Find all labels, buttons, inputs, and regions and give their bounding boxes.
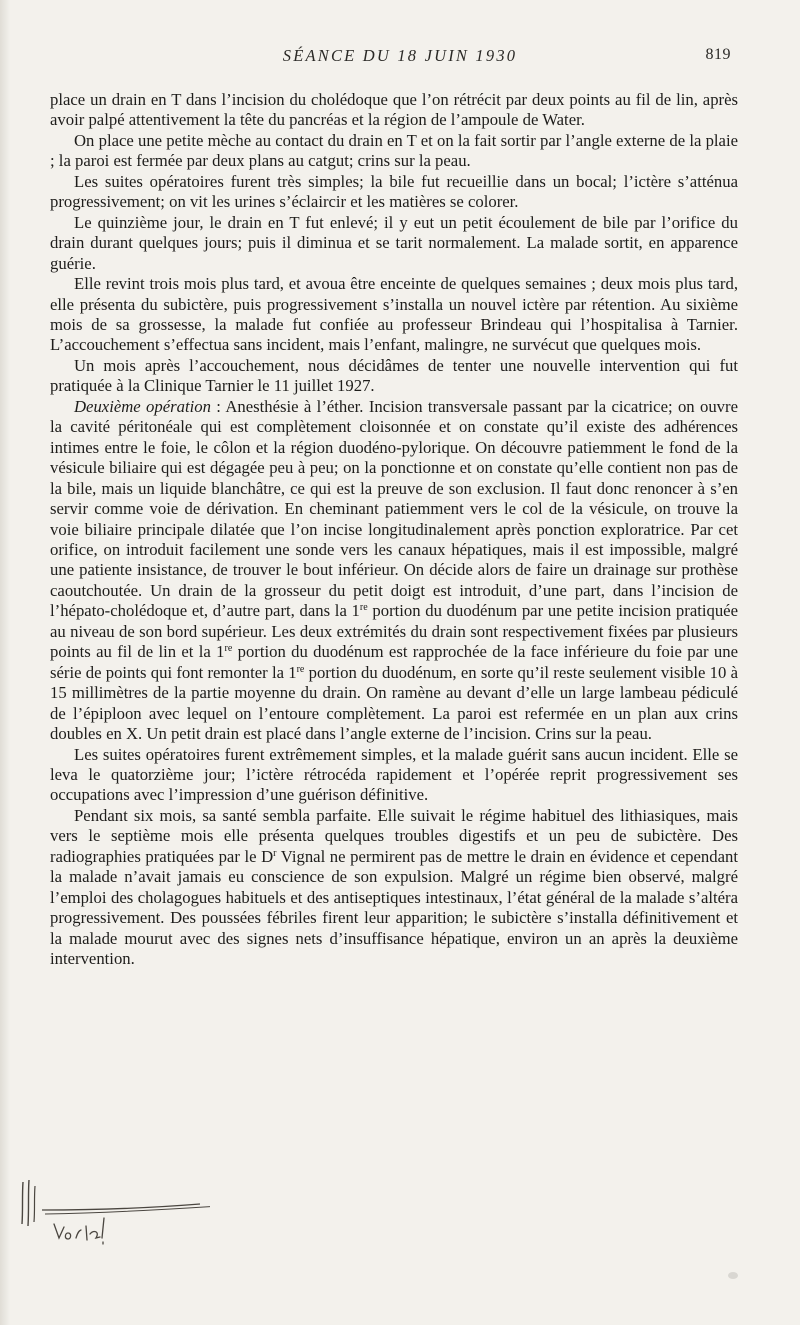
superscript: re [359, 602, 368, 614]
superscript: re [224, 643, 233, 655]
margin-bar [22, 1182, 23, 1224]
body-text [50, 90, 738, 969]
paragraph-7-text-c: portion du duodénum est rapprochée de la face inférieure du foie par une série de points qui font remonter la 1 [50, 642, 738, 682]
margin-bar [28, 1180, 29, 1226]
paragraph-8: Les suites opératoires furent extrêmement simples, et la malade guérit sans aucun incident. Elle se leva le quatorzième jour; l’ictère rétrocéda rapidement et l’opérée reprit progressivement ses occupations avec l’impression d’une guérison définitive. [50, 744, 738, 805]
paragraph-9 [50, 806, 738, 970]
running-title: SÉANCE DU 18 JUIN 1930 [282, 46, 518, 65]
paper-speck [728, 1272, 738, 1279]
superscript: re [296, 663, 305, 675]
paragraph-5: Elle revint trois mois plus tard, et avoua être enceinte de quelques semaines ; deux mois plus tard, elle présenta du subictère, puis progressivement s’installa un nouvel ictère par rétention. Au sixième mois de sa grossesse, la malade fut confiée au professeur Brindeau qui l’hospitalisa à Tarnier. L’accouchement s’effectua sans incident, mais l’enfant, malingre, ne survécut que quelques mois. [50, 274, 738, 355]
superscript: r [273, 847, 277, 859]
paragraph-9-text-a: Pendant six mois, sa santé sembla parfaite. Elle suivait le régime habituel des lithiasiques, mais vers le septième mois elle présenta quelques troubles digestifs et un peu de subictère. Des radiographies pratiquées par le D [50, 805, 738, 866]
paragraph-7-text-d: portion du duodénum, en sorte qu’il reste seulement visible 10 à 15 millimètres de la partie moyenne du drain. On ramène au devant d’elle un large lambeau pédiculé de l’épiploon avec lequel on l’entoure complètement. La paroi est refermée en un plan aux crins doubles en X. Un petit drain est placé dans l’angle externe de l’incision. Crins sur la peau. [50, 662, 738, 744]
paragraph-1: place un drain en T dans l’incision du cholédoque que l’on rétrécit par deux points au fil de lin, après avoir palpé attentivement la tête du pancréas et la région de l’ampoule de Water. [50, 90, 738, 130]
page-number: 819 [705, 46, 731, 63]
paragraph-7-text-a: : Anesthésie à l’éther. Incision transversale passant par la cicatrice; on ouvre la cavité péritonéale qui est complètement cloisonnée et on constate qu’il existe des adhérences intimes entre le foie, le côlon et la région duodéno-pylorique. On découvre patiemment le fond de la vésicule biliaire qui est dégagée peu à peu; on la ponctionne et on constate qu’elle contient non pas de la bile, mais un liquide blanchâtre, ce qui est la preuve de son exclusion. Il faut donc renoncer à s’en servir comme voie de dérivation. En cheminant patiemment vers le col de la vésicule, on trouve la voie biliaire principale dilatée que l’on incise longitudinalement après ponction exploratrice. Par cet orifice, on introduit facilement une sonde vers les canaux hépatiques, mais il est impossible, malgré une patiente insistance, de trouver le bout inférieur. On décide alors de faire un drainage sur prothèse caoutchoutée. Un drain de la grosseur du petit doigt est introduit, d’une part, dans l’incision de l’hépato-cholédoque et, d’autre part, dans la 1 [50, 396, 738, 621]
paragraph-9-text-b: Vignal ne permirent pas de mettre le drain en évidence et cependant la malade n’avait jamais eu conscience de son expulsion. Malgré un régime bien observé, malgré l’emploi des cholagogues habituels et des antiseptiques intestinaux, l’état général de la malade s’altéra progressivement. Des poussées fébriles firent leur apparition; le subictère s’installa définitivement et la malade mourut avec des signes nets d’insuffisance hépatique, environ un an après la deuxième intervention. [50, 846, 738, 969]
handwritten-annotation [10, 1176, 210, 1256]
paragraph-2: On place une petite mèche au contact du drain en T et on la fait sortir par l’angle externe de la plaie ; la paroi est fermée par deux plans au catgut; crins sur la peau. [50, 130, 738, 171]
paragraph-7 [50, 397, 738, 745]
paragraph-7-text-b: portion du duodénum par une petite incision pratiquée au niveau de son bord supérieur. Les deux extrémités du drain sont respectivement fixées par plusieurs points au fil de lin et la 1 [50, 601, 738, 662]
running-head [0, 46, 800, 68]
margin-bar [34, 1186, 35, 1222]
voila-scrawl [54, 1218, 104, 1244]
paragraph-6: Un mois après l’accouchement, nous décidâmes de tenter une nouvelle intervention qui fut pratiquée à la Clinique Tarnier le 11 juillet 1927. [50, 355, 738, 396]
paragraph-3: Les suites opératoires furent très simples; la bile fut recueillie dans un bocal; l’ictère s’atténua progressivement; on vit les urines s’éclaircir et les matières se colorer. [50, 171, 738, 212]
section-label: Deuxième opération [74, 396, 211, 416]
paragraph-4: Le quinzième jour, le drain en T fut enlevé; il y eut un petit écoulement de bile par l’orifice du drain durant quelques jours; puis il diminua et se tarit normalement. La malade sortit, en apparence guérie. [50, 212, 738, 273]
